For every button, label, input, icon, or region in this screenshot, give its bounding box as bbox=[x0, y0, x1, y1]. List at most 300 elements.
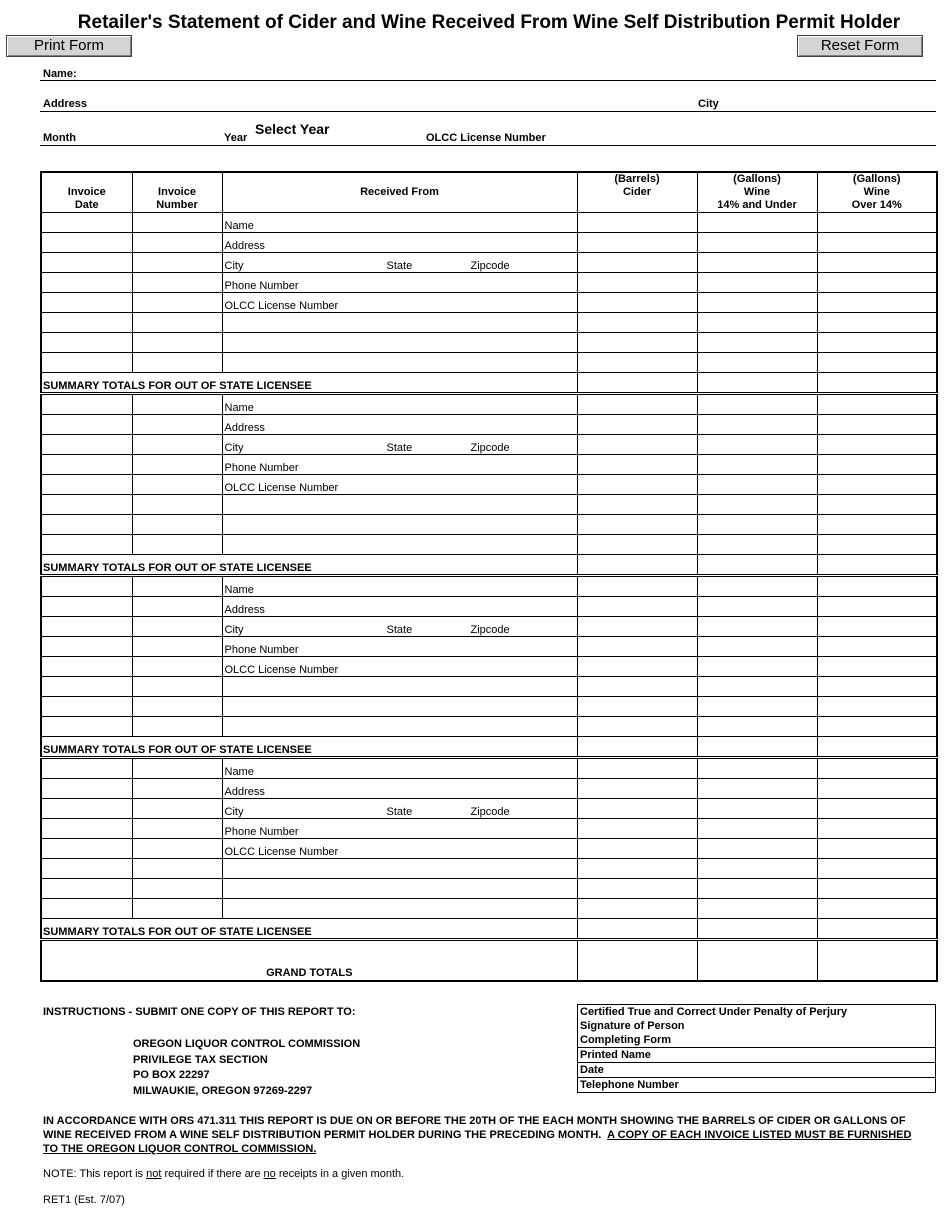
wine-14-under-cell[interactable] bbox=[697, 779, 817, 799]
invoice-number-cell[interactable] bbox=[132, 515, 222, 535]
received-from-cell[interactable] bbox=[222, 253, 577, 273]
form-title: Retailer's Statement of Cider and Wine Received From Wine Self Distribution Permit Holder bbox=[77, 12, 901, 33]
invoice-number-cell[interactable] bbox=[132, 576, 222, 597]
received-from-cell[interactable] bbox=[222, 839, 577, 859]
wine-14-under-cell[interactable] bbox=[697, 353, 817, 373]
wine-14-under-cell[interactable] bbox=[697, 799, 817, 819]
olcc-label: OLCC License Number bbox=[224, 846, 339, 858]
invoice-number-cell[interactable] bbox=[132, 415, 222, 435]
wine-14-under-cell[interactable] bbox=[697, 253, 817, 273]
wine-14-under-cell[interactable] bbox=[697, 758, 817, 779]
olcc-label: OLCC License Number bbox=[224, 482, 339, 494]
wine-over-14-cell[interactable] bbox=[817, 273, 937, 293]
invoice-number-cell[interactable] bbox=[132, 717, 222, 737]
cider-barrels-cell[interactable] bbox=[577, 859, 697, 879]
wine-over-14-cell[interactable] bbox=[817, 617, 937, 637]
summary-wine-14-under-total[interactable] bbox=[697, 373, 817, 394]
invoice-date-cell[interactable] bbox=[41, 394, 132, 415]
received-from-cell[interactable] bbox=[222, 697, 577, 717]
invoice-date-cell[interactable] bbox=[41, 879, 132, 899]
table-row bbox=[41, 677, 937, 697]
cider-barrels-cell[interactable] bbox=[577, 515, 697, 535]
invoice-number-cell[interactable] bbox=[132, 799, 222, 819]
invoice-date-cell[interactable] bbox=[41, 535, 132, 555]
cider-barrels-cell[interactable] bbox=[577, 394, 697, 415]
note-mid: required if there are bbox=[164, 1168, 261, 1180]
cider-barrels-cell[interactable] bbox=[577, 233, 697, 253]
invoice-number-cell[interactable] bbox=[132, 617, 222, 637]
col-header-invoice-number: Invoice Number bbox=[132, 172, 222, 213]
table-row bbox=[41, 637, 937, 657]
wine-over-14-cell[interactable] bbox=[817, 455, 937, 475]
cider-barrels-cell[interactable] bbox=[577, 758, 697, 779]
received-from-cell[interactable] bbox=[222, 353, 577, 373]
invoice-date-cell[interactable] bbox=[41, 495, 132, 515]
table-row bbox=[41, 293, 937, 313]
received-from-cell[interactable] bbox=[222, 677, 577, 697]
summary-wine-over-14-total[interactable] bbox=[817, 737, 937, 758]
summary-wine-over-14-total[interactable] bbox=[817, 919, 937, 940]
invoice-date-cell[interactable] bbox=[41, 333, 132, 353]
month-year-olcc-field[interactable] bbox=[40, 145, 936, 146]
invoice-date-cell[interactable] bbox=[41, 253, 132, 273]
olcc-license-label: OLCC License Number bbox=[426, 132, 546, 144]
wine-14-under-cell[interactable] bbox=[697, 677, 817, 697]
invoice-number-cell[interactable] bbox=[132, 859, 222, 879]
table-row bbox=[41, 253, 937, 273]
received-from-cell[interactable] bbox=[222, 213, 577, 233]
invoice-number-cell[interactable] bbox=[132, 819, 222, 839]
summary-cider-total[interactable] bbox=[577, 555, 697, 576]
invoice-number-cell[interactable] bbox=[132, 253, 222, 273]
cider-barrels-cell[interactable] bbox=[577, 353, 697, 373]
cider-barrels-cell[interactable] bbox=[577, 333, 697, 353]
wine-over-14-cell[interactable] bbox=[817, 677, 937, 697]
received-from-cell[interactable] bbox=[222, 758, 577, 779]
wine-over-14-cell[interactable] bbox=[817, 475, 937, 495]
wine-over-14-cell[interactable] bbox=[817, 535, 937, 555]
wine-over-14-cell[interactable] bbox=[817, 515, 937, 535]
name-label: Name: bbox=[43, 68, 77, 80]
wine-14-under-cell[interactable] bbox=[697, 859, 817, 879]
invoice-number-cell[interactable] bbox=[132, 394, 222, 415]
invoice-date-cell[interactable] bbox=[41, 697, 132, 717]
note-text bbox=[43, 1168, 404, 1180]
table-row bbox=[41, 495, 937, 515]
summary-cider-total[interactable] bbox=[577, 373, 697, 394]
invoice-date-cell[interactable] bbox=[41, 233, 132, 253]
received-from-cell[interactable] bbox=[222, 535, 577, 555]
month-label: Month bbox=[43, 132, 76, 144]
table-row bbox=[41, 839, 937, 859]
summary-totals-label: SUMMARY TOTALS FOR OUT OF STATE LICENSEE bbox=[41, 919, 577, 940]
table-row bbox=[41, 233, 937, 253]
wine-over-14-cell[interactable] bbox=[817, 293, 937, 313]
wine-over-14-cell[interactable] bbox=[817, 819, 937, 839]
received-from-cell[interactable] bbox=[222, 435, 577, 455]
table-row bbox=[41, 899, 937, 919]
cider-barrels-cell[interactable] bbox=[577, 637, 697, 657]
invoice-number-cell[interactable] bbox=[132, 879, 222, 899]
cider-barrels-cell[interactable] bbox=[577, 293, 697, 313]
invoice-number-cell[interactable] bbox=[132, 839, 222, 859]
address-label: Address bbox=[224, 240, 265, 252]
invoice-date-cell[interactable] bbox=[41, 899, 132, 919]
printed-name-field[interactable]: Printed Name bbox=[578, 1048, 936, 1063]
invoice-number-cell[interactable] bbox=[132, 758, 222, 779]
invoice-number-cell[interactable] bbox=[132, 779, 222, 799]
wine-over-14-cell[interactable] bbox=[817, 799, 937, 819]
wine-14-under-cell[interactable] bbox=[697, 233, 817, 253]
address-label: Address bbox=[224, 422, 265, 434]
table-header-row bbox=[41, 172, 937, 213]
invoice-date-cell[interactable] bbox=[41, 677, 132, 697]
invoice-number-cell[interactable] bbox=[132, 535, 222, 555]
table-row bbox=[41, 515, 937, 535]
wine-over-14-cell[interactable] bbox=[817, 415, 937, 435]
name-field[interactable] bbox=[40, 80, 936, 81]
summary-row bbox=[41, 555, 937, 576]
invoice-number-cell[interactable] bbox=[132, 313, 222, 333]
zipcode-label: Zipcode bbox=[470, 624, 510, 636]
wine-14-under-cell[interactable] bbox=[697, 475, 817, 495]
table-row bbox=[41, 717, 937, 737]
cider-barrels-cell[interactable] bbox=[577, 576, 697, 597]
table-row bbox=[41, 799, 937, 819]
city-label: City bbox=[224, 442, 244, 454]
wine-over-14-cell[interactable] bbox=[817, 879, 937, 899]
invoice-number-cell[interactable] bbox=[132, 495, 222, 515]
invoice-date-cell[interactable] bbox=[41, 717, 132, 737]
wine-14-under-cell[interactable] bbox=[697, 293, 817, 313]
signature-field[interactable]: Completing Form bbox=[578, 1033, 936, 1048]
col-header-invoice-date: Invoice Date bbox=[41, 172, 132, 213]
invoice-number-cell[interactable] bbox=[132, 637, 222, 657]
wine-over-14-cell[interactable] bbox=[817, 333, 937, 353]
wine-14-under-cell[interactable] bbox=[697, 879, 817, 899]
wine-over-14-cell[interactable] bbox=[817, 576, 937, 597]
invoice-date-cell[interactable] bbox=[41, 576, 132, 597]
wine-over-14-cell[interactable] bbox=[817, 779, 937, 799]
cider-barrels-cell[interactable] bbox=[577, 313, 697, 333]
phone-label: Phone Number bbox=[224, 826, 299, 838]
cider-barrels-cell[interactable] bbox=[577, 657, 697, 677]
received-from-cell[interactable] bbox=[222, 799, 577, 819]
table-row bbox=[41, 394, 937, 415]
cider-barrels-cell[interactable] bbox=[577, 597, 697, 617]
cider-barrels-cell[interactable] bbox=[577, 455, 697, 475]
invoice-date-cell[interactable] bbox=[41, 515, 132, 535]
received-from-cell[interactable] bbox=[222, 515, 577, 535]
cider-barrels-cell[interactable] bbox=[577, 213, 697, 233]
table-row bbox=[41, 213, 937, 233]
invoice-date-cell[interactable] bbox=[41, 859, 132, 879]
summary-wine-14-under-total[interactable] bbox=[697, 919, 817, 940]
cider-barrels-cell[interactable] bbox=[577, 839, 697, 859]
wine-over-14-cell[interactable] bbox=[817, 859, 937, 879]
address-label: Address bbox=[43, 98, 88, 110]
wine-over-14-cell[interactable] bbox=[817, 899, 937, 919]
signature-label: Signature of Person bbox=[578, 1019, 936, 1033]
wine-14-under-cell[interactable] bbox=[697, 455, 817, 475]
address-city-field[interactable] bbox=[40, 111, 936, 112]
address-label: Address bbox=[224, 604, 265, 616]
city-label: City bbox=[224, 624, 244, 636]
summary-wine-over-14-total[interactable] bbox=[817, 555, 937, 576]
wine-14-under-cell[interactable] bbox=[697, 617, 817, 637]
wine-14-under-cell[interactable] bbox=[697, 394, 817, 415]
wine-14-under-cell[interactable] bbox=[697, 333, 817, 353]
note-prefix: NOTE: This report is bbox=[43, 1168, 144, 1180]
wine-14-under-cell[interactable] bbox=[697, 576, 817, 597]
received-from-cell[interactable] bbox=[222, 657, 577, 677]
invoice-number-cell[interactable] bbox=[132, 657, 222, 677]
col-header-wine-over-14: (Gallons) Wine Over 14% bbox=[817, 172, 937, 213]
invoice-number-cell[interactable] bbox=[132, 273, 222, 293]
invoice-date-cell[interactable] bbox=[41, 435, 132, 455]
name-label: Name bbox=[224, 766, 254, 778]
wine-over-14-cell[interactable] bbox=[817, 657, 937, 677]
wine-14-under-cell[interactable] bbox=[697, 515, 817, 535]
wine-14-under-cell[interactable] bbox=[697, 213, 817, 233]
grand-wine-14-under-total[interactable] bbox=[697, 940, 817, 982]
invoice-date-cell[interactable] bbox=[41, 415, 132, 435]
summary-cider-total[interactable] bbox=[577, 737, 697, 758]
reset-form-button[interactable]: Reset Form bbox=[797, 35, 923, 57]
wine-14-under-cell[interactable] bbox=[697, 839, 817, 859]
invoice-date-cell[interactable] bbox=[41, 293, 132, 313]
instructions-heading: INSTRUCTIONS - SUBMIT ONE COPY OF THIS REPORT TO: bbox=[43, 1006, 356, 1018]
invoice-date-cell[interactable] bbox=[41, 455, 132, 475]
note-not: not bbox=[146, 1168, 162, 1180]
table-row bbox=[41, 758, 937, 779]
wine-14-under-cell[interactable] bbox=[697, 597, 817, 617]
wine-over-14-cell[interactable] bbox=[817, 313, 937, 333]
wine-14-under-cell[interactable] bbox=[697, 717, 817, 737]
wine-14-under-cell[interactable] bbox=[697, 273, 817, 293]
wine-14-under-cell[interactable] bbox=[697, 435, 817, 455]
received-from-cell[interactable] bbox=[222, 879, 577, 899]
wine-over-14-cell[interactable] bbox=[817, 353, 937, 373]
cider-barrels-cell[interactable] bbox=[577, 475, 697, 495]
wine-14-under-cell[interactable] bbox=[697, 697, 817, 717]
invoice-date-cell[interactable] bbox=[41, 758, 132, 779]
summary-totals-label: SUMMARY TOTALS FOR OUT OF STATE LICENSEE bbox=[41, 373, 577, 394]
phone-label: Phone Number bbox=[224, 280, 299, 292]
table-row bbox=[41, 535, 937, 555]
received-from-cell[interactable] bbox=[222, 455, 577, 475]
table-row bbox=[41, 455, 937, 475]
wine-14-under-cell[interactable] bbox=[697, 495, 817, 515]
received-from-cell[interactable] bbox=[222, 293, 577, 313]
grand-totals-row bbox=[41, 940, 937, 982]
invoice-date-cell[interactable] bbox=[41, 617, 132, 637]
invoice-number-cell[interactable] bbox=[132, 475, 222, 495]
invoice-date-cell[interactable] bbox=[41, 799, 132, 819]
received-from-cell[interactable] bbox=[222, 233, 577, 253]
wine-over-14-cell[interactable] bbox=[817, 839, 937, 859]
wine-over-14-cell[interactable] bbox=[817, 253, 937, 273]
phone-label: Phone Number bbox=[224, 644, 299, 656]
cider-barrels-cell[interactable] bbox=[577, 677, 697, 697]
wine-14-under-cell[interactable] bbox=[697, 637, 817, 657]
cider-barrels-cell[interactable] bbox=[577, 779, 697, 799]
received-from-cell[interactable] bbox=[222, 617, 577, 637]
address-line: PO BOX 22297 bbox=[133, 1069, 210, 1081]
cider-barrels-cell[interactable] bbox=[577, 879, 697, 899]
cider-barrels-cell[interactable] bbox=[577, 435, 697, 455]
received-from-cell[interactable] bbox=[222, 273, 577, 293]
table-row bbox=[41, 657, 937, 677]
wine-14-under-cell[interactable] bbox=[697, 415, 817, 435]
wine-over-14-cell[interactable] bbox=[817, 233, 937, 253]
invoice-number-cell[interactable] bbox=[132, 213, 222, 233]
cider-barrels-cell[interactable] bbox=[577, 617, 697, 637]
received-from-cell[interactable] bbox=[222, 495, 577, 515]
table-row bbox=[41, 859, 937, 879]
mailing-address bbox=[133, 1037, 360, 1099]
invoice-number-cell[interactable] bbox=[132, 293, 222, 313]
table-row bbox=[41, 597, 937, 617]
summary-cider-total[interactable] bbox=[577, 919, 697, 940]
received-from-cell[interactable] bbox=[222, 717, 577, 737]
table-row bbox=[41, 415, 937, 435]
certification-statement: Certified True and Correct Under Penalty of Perjury bbox=[578, 1005, 936, 1020]
invoice-number-cell[interactable] bbox=[132, 455, 222, 475]
received-from-cell[interactable] bbox=[222, 899, 577, 919]
wine-over-14-cell[interactable] bbox=[817, 394, 937, 415]
invoice-number-cell[interactable] bbox=[132, 597, 222, 617]
name-label: Name bbox=[224, 584, 254, 596]
table-row bbox=[41, 353, 937, 373]
grand-totals-label: GRAND TOTALS bbox=[41, 940, 577, 982]
summary-wine-14-under-total[interactable] bbox=[697, 555, 817, 576]
invoice-date-cell[interactable] bbox=[41, 657, 132, 677]
date-field[interactable]: Date bbox=[578, 1063, 936, 1078]
col-header-wine-14-under: (Gallons) Wine 14% and Under bbox=[697, 172, 817, 213]
cider-barrels-cell[interactable] bbox=[577, 535, 697, 555]
received-from-cell[interactable] bbox=[222, 333, 577, 353]
invoice-number-cell[interactable] bbox=[132, 677, 222, 697]
name-label: Name bbox=[224, 402, 254, 414]
wine-over-14-cell[interactable] bbox=[817, 435, 937, 455]
invoice-date-cell[interactable] bbox=[41, 353, 132, 373]
received-from-cell[interactable] bbox=[222, 394, 577, 415]
city-label: City bbox=[224, 260, 244, 272]
telephone-field[interactable]: Telephone Number bbox=[578, 1078, 936, 1093]
wine-14-under-cell[interactable] bbox=[697, 819, 817, 839]
received-from-cell[interactable] bbox=[222, 597, 577, 617]
invoice-number-cell[interactable] bbox=[132, 435, 222, 455]
invoice-number-cell[interactable] bbox=[132, 697, 222, 717]
print-form-button[interactable]: Print Form bbox=[6, 35, 132, 57]
received-from-cell[interactable] bbox=[222, 779, 577, 799]
invoice-date-cell[interactable] bbox=[41, 475, 132, 495]
cider-barrels-cell[interactable] bbox=[577, 697, 697, 717]
invoice-number-cell[interactable] bbox=[132, 233, 222, 253]
invoice-date-cell[interactable] bbox=[41, 313, 132, 333]
summary-row bbox=[41, 373, 937, 394]
received-from-cell[interactable] bbox=[222, 415, 577, 435]
invoice-number-cell[interactable] bbox=[132, 899, 222, 919]
wine-over-14-cell[interactable] bbox=[817, 637, 937, 657]
cider-barrels-cell[interactable] bbox=[577, 415, 697, 435]
received-from-cell[interactable] bbox=[222, 576, 577, 597]
wine-over-14-cell[interactable] bbox=[817, 597, 937, 617]
wine-14-under-cell[interactable] bbox=[697, 657, 817, 677]
summary-wine-14-under-total[interactable] bbox=[697, 737, 817, 758]
zipcode-label: Zipcode bbox=[470, 260, 510, 272]
state-label: State bbox=[386, 806, 413, 818]
wine-over-14-cell[interactable] bbox=[817, 213, 937, 233]
received-from-cell[interactable] bbox=[222, 637, 577, 657]
cider-barrels-cell[interactable] bbox=[577, 273, 697, 293]
summary-wine-over-14-total[interactable] bbox=[817, 373, 937, 394]
zipcode-label: Zipcode bbox=[470, 806, 510, 818]
wine-over-14-cell[interactable] bbox=[817, 717, 937, 737]
table-row bbox=[41, 697, 937, 717]
invoice-date-cell[interactable] bbox=[41, 273, 132, 293]
invoice-date-cell[interactable] bbox=[41, 637, 132, 657]
received-from-cell[interactable] bbox=[222, 819, 577, 839]
received-from-cell[interactable] bbox=[222, 313, 577, 333]
receipts-table bbox=[40, 171, 938, 982]
cider-barrels-cell[interactable] bbox=[577, 899, 697, 919]
grand-wine-over-14-total[interactable] bbox=[817, 940, 937, 982]
table-row bbox=[41, 475, 937, 495]
wine-14-under-cell[interactable] bbox=[697, 535, 817, 555]
summary-totals-label: SUMMARY TOTALS FOR OUT OF STATE LICENSEE bbox=[41, 737, 577, 758]
table-row bbox=[41, 819, 937, 839]
table-row bbox=[41, 333, 937, 353]
due-date-text: IN ACCORDANCE WITH ORS 471.311 THIS REPORT IS DUE ON OR BEFORE THE 20TH OF THE EACH MONTH SHOWING THE BARRELS OF CIDER OR GALLONS OF WINE RECEIVED FROM A WINE SELF DISTRIBUTION PERMIT HOLDER DURING THE PRECEDING MONTH. bbox=[43, 1115, 906, 1141]
grand-cider-total[interactable] bbox=[577, 940, 697, 982]
invoice-number-cell[interactable] bbox=[132, 353, 222, 373]
cider-barrels-cell[interactable] bbox=[577, 819, 697, 839]
cider-barrels-cell[interactable] bbox=[577, 717, 697, 737]
wine-over-14-cell[interactable] bbox=[817, 758, 937, 779]
cider-barrels-cell[interactable] bbox=[577, 799, 697, 819]
name-label: Name bbox=[224, 220, 254, 232]
due-date-paragraph bbox=[43, 1114, 923, 1156]
invoice-date-cell[interactable] bbox=[41, 779, 132, 799]
olcc-label: OLCC License Number bbox=[224, 664, 339, 676]
address-label: Address bbox=[224, 786, 265, 798]
year-select[interactable]: Select Year bbox=[255, 121, 330, 137]
invoice-date-cell[interactable] bbox=[41, 213, 132, 233]
wine-14-under-cell[interactable] bbox=[697, 899, 817, 919]
wine-over-14-cell[interactable] bbox=[817, 495, 937, 515]
invoice-date-cell[interactable] bbox=[41, 819, 132, 839]
invoice-date-cell[interactable] bbox=[41, 839, 132, 859]
summary-row bbox=[41, 919, 937, 940]
address-line: PRIVILEGE TAX SECTION bbox=[133, 1053, 268, 1066]
note-suffix: receipts in a given month. bbox=[278, 1168, 405, 1180]
cider-barrels-cell[interactable] bbox=[577, 495, 697, 515]
invoice-number-cell[interactable] bbox=[132, 333, 222, 353]
cider-barrels-cell[interactable] bbox=[577, 253, 697, 273]
invoice-date-cell[interactable] bbox=[41, 597, 132, 617]
wine-14-under-cell[interactable] bbox=[697, 313, 817, 333]
table-row bbox=[41, 779, 937, 799]
address-line: OREGON LIQUOR CONTROL COMMISSION bbox=[133, 1038, 361, 1050]
wine-over-14-cell[interactable] bbox=[817, 697, 937, 717]
received-from-cell[interactable] bbox=[222, 475, 577, 495]
table-row bbox=[41, 576, 937, 597]
state-label: State bbox=[386, 260, 413, 272]
received-from-cell[interactable] bbox=[222, 859, 577, 879]
table-row bbox=[41, 273, 937, 293]
